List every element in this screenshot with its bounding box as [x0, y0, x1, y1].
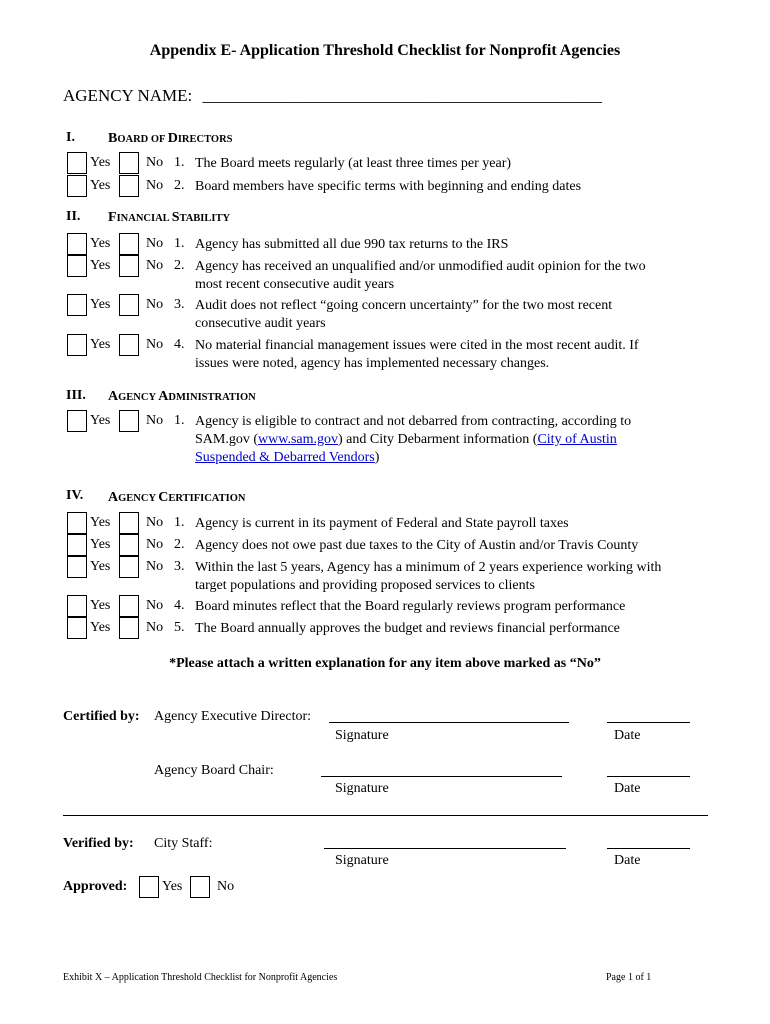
s1-q1-yes-checkbox[interactable]: [67, 152, 87, 174]
explanation-note: *Please attach a written explanation for any item above marked as “No”: [169, 656, 601, 671]
sam-gov-link[interactable]: www.sam.gov: [258, 432, 338, 447]
item-text: Agency has received an unqualified and/or unmodified audit opinion for the two: [195, 259, 646, 274]
yes-label: Yes: [90, 620, 111, 635]
exec-director-signature-line[interactable]: [329, 722, 569, 723]
signature-caption: Signature: [335, 853, 389, 868]
no-label: No: [146, 155, 164, 170]
section-2-title: FINANCIAL STABILITY: [108, 210, 231, 225]
no-label: No: [146, 559, 164, 574]
item-text: Board minutes reflect that the Board regularly reviews program performance: [195, 599, 626, 614]
item-number: 1.: [174, 236, 185, 251]
city-staff-date-line[interactable]: [607, 848, 690, 849]
certified-label: Certified by:: [63, 709, 140, 724]
section-2-numeral: II.: [66, 209, 81, 224]
s2-q4-yes-checkbox[interactable]: [67, 334, 87, 356]
yes-label: Yes: [90, 236, 111, 251]
s1-q1-no-checkbox[interactable]: [119, 152, 139, 174]
section-1-numeral: I.: [66, 130, 75, 145]
s4-q2-no-checkbox[interactable]: [119, 534, 139, 556]
exec-director-date-line[interactable]: [607, 722, 690, 723]
no-label: No: [146, 413, 164, 428]
item-number: 2.: [174, 178, 185, 193]
s4-q3-yes-checkbox[interactable]: [67, 556, 87, 578]
no-label: No: [146, 178, 164, 193]
verified-label: Verified by:: [63, 836, 134, 851]
s4-q5-no-checkbox[interactable]: [119, 617, 139, 639]
s2-q4-no-checkbox[interactable]: [119, 334, 139, 356]
s4-q5-yes-checkbox[interactable]: [67, 617, 87, 639]
s1-q2-no-checkbox[interactable]: [119, 175, 139, 197]
item-text: Board members have specific terms with beginning and ending dates: [195, 179, 582, 194]
s2-q1-yes-checkbox[interactable]: [67, 233, 87, 255]
no-label: No: [146, 337, 164, 352]
yes-label: Yes: [90, 515, 111, 530]
yes-label: Yes: [90, 413, 111, 428]
item-text: Agency has submitted all due 990 tax returns to the IRS: [195, 237, 509, 252]
s2-q2-yes-checkbox[interactable]: [67, 255, 87, 277]
no-label: No: [146, 537, 164, 552]
item-number: 5.: [174, 620, 185, 635]
item-number: 3.: [174, 297, 185, 312]
agency-name-row: [63, 86, 602, 106]
no-label: No: [146, 598, 164, 613]
section-4-numeral: IV.: [66, 488, 84, 503]
signature-caption: Signature: [335, 781, 389, 796]
agency-name-field[interactable]: _______________________________________________: [202, 86, 602, 105]
yes-label: Yes: [90, 155, 111, 170]
yes-label: Yes: [162, 879, 183, 894]
s4-q1-yes-checkbox[interactable]: [67, 512, 87, 534]
item-number: 4.: [174, 337, 185, 352]
section-3-numeral: III.: [66, 388, 86, 403]
board-chair-date-line[interactable]: [607, 776, 690, 777]
s1-q2-yes-checkbox[interactable]: [67, 175, 87, 197]
no-label: No: [146, 297, 164, 312]
item-text: Audit does not reflect “going concern uncertainty” for the two most recent: [195, 298, 613, 313]
date-caption: Date: [614, 853, 641, 868]
approved-no-checkbox[interactable]: [190, 876, 210, 898]
city-of-austin-link[interactable]: City of Austin: [537, 432, 617, 447]
exec-director-label: Agency Executive Director:: [154, 709, 312, 724]
s4-q1-no-checkbox[interactable]: [119, 512, 139, 534]
board-chair-label: Agency Board Chair:: [154, 763, 274, 778]
footer-document-title: Exhibit X – Application Threshold Checklist for Nonprofit Agencies: [63, 972, 338, 983]
signature-caption: Signature: [335, 728, 389, 743]
item-text: The Board annually approves the budget and reviews financial performance: [195, 621, 620, 636]
s4-q2-yes-checkbox[interactable]: [67, 534, 87, 556]
item-text: Agency is current in its payment of Federal and State payroll taxes: [195, 516, 569, 531]
item-number: 1.: [174, 155, 185, 170]
approved-label: Approved:: [63, 879, 128, 894]
s2-q2-no-checkbox[interactable]: [119, 255, 139, 277]
section-3-title: AGENCY ADMINISTRATION: [108, 389, 256, 404]
no-label: No: [146, 515, 164, 530]
item-number: 1.: [174, 413, 185, 428]
s4-q4-yes-checkbox[interactable]: [67, 595, 87, 617]
section-4-title: AGENCY CERTIFICATION: [108, 490, 246, 505]
s4-q4-no-checkbox[interactable]: [119, 595, 139, 617]
item-text-cont: target populations and providing proposed services to clients: [195, 578, 535, 593]
item-number: 4.: [174, 598, 185, 613]
item-number: 2.: [174, 258, 185, 273]
date-caption: Date: [614, 781, 641, 796]
s3-q1-yes-checkbox[interactable]: [67, 410, 87, 432]
page-title: Appendix E- Application Threshold Checklist for Nonprofit Agencies: [149, 42, 621, 59]
yes-label: Yes: [90, 598, 111, 613]
yes-label: Yes: [90, 178, 111, 193]
no-label: No: [146, 620, 164, 635]
yes-label: Yes: [90, 337, 111, 352]
no-label: No: [146, 236, 164, 251]
item-text-cont: consecutive audit years: [195, 316, 326, 331]
section-1-title: BOARD OF DIRECTORS: [108, 131, 233, 146]
s2-q3-no-checkbox[interactable]: [119, 294, 139, 316]
item-number: 1.: [174, 515, 185, 530]
yes-label: Yes: [90, 559, 111, 574]
item-text-cont: SAM.gov (www.sam.gov) and City Debarment information (City of Austin: [195, 432, 617, 447]
date-caption: Date: [614, 728, 641, 743]
s4-q3-no-checkbox[interactable]: [119, 556, 139, 578]
no-label: No: [217, 879, 235, 894]
debarred-vendors-link[interactable]: Suspended & Debarred Vendors: [195, 450, 375, 465]
item-text-cont: Suspended & Debarred Vendors): [195, 450, 380, 465]
item-number: 3.: [174, 559, 185, 574]
approved-yes-checkbox[interactable]: [139, 876, 159, 898]
item-text: The Board meets regularly (at least three times per year): [195, 156, 512, 171]
item-text: No material financial management issues were cited in the most recent audit. If: [195, 338, 639, 353]
footer-page-number: Page 1 of 1: [606, 972, 652, 983]
s2-q3-yes-checkbox[interactable]: [67, 294, 87, 316]
no-label: No: [146, 258, 164, 273]
yes-label: Yes: [90, 297, 111, 312]
item-text: Agency is eligible to contract and not debarred from contracting, according to: [195, 414, 632, 429]
item-text-cont: issues were noted, agency has implemented necessary changes.: [195, 356, 550, 371]
city-staff-signature-line[interactable]: [324, 848, 566, 849]
yes-label: Yes: [90, 537, 111, 552]
board-chair-signature-line[interactable]: [321, 776, 562, 777]
city-staff-label: City Staff:: [154, 836, 213, 851]
item-text: Agency does not owe past due taxes to the City of Austin and/or Travis County: [195, 538, 639, 553]
item-number: 2.: [174, 537, 185, 552]
item-text-cont: most recent consecutive audit years: [195, 277, 395, 292]
agency-name-label: AGENCY NAME:: [63, 86, 193, 105]
item-text: Within the last 5 years, Agency has a minimum of 2 years experience working with: [195, 560, 662, 575]
yes-label: Yes: [90, 258, 111, 273]
s3-q1-no-checkbox[interactable]: [119, 410, 139, 432]
section-divider: [63, 815, 708, 816]
s2-q1-no-checkbox[interactable]: [119, 233, 139, 255]
